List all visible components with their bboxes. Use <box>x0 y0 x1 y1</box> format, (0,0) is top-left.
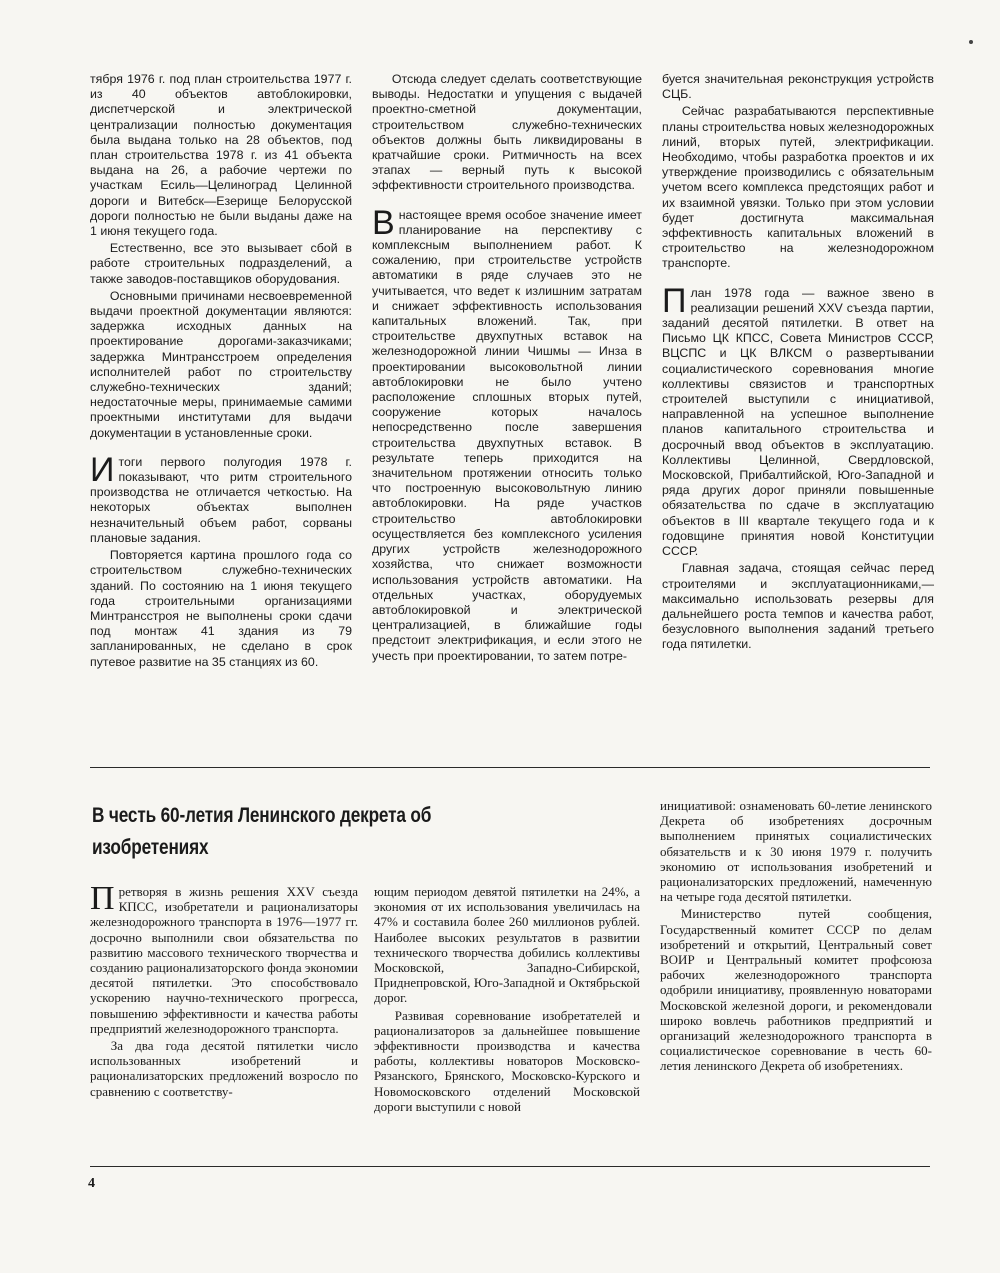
paragraph-text: ретворяя в жизнь решения XXV съезда КПСС, изобретатели и рационализаторы железнодорожного транспорта в 1976—1977 гг. досрочно выполнили свои обязательства по развитию массового технического творчества и созданию рационализаторского фонда экономии десятой пятилетки. Это способствовало ускорению научно-технического прогресса, повышению эффективности и качества работы предприятий железнодорожного транспорта. <box>90 884 358 1036</box>
paragraph: буется значительная реконструкция устройств СЦБ. <box>662 72 934 102</box>
paragraph: Повторяется картина прошлого года со строительством служебно-технических зданий. По состоянию на 1 июня текущего года строительными организациями Минтрансстроя не выполнены сроки сдачи под монтаж 41 здания из 79 запланированных, не сделано в срок путевое развитие на 35 станциях из 60. <box>90 548 352 669</box>
paragraph: Основными причинами несвоевременной выдачи проектной документации являются: задержка исходных данных на проектирование дорогами-заказчиками; задержка Минтрансстроем определения исполнителей работ по строительству служебно-технических зданий; недостаточные меры, принимаемые самими проектными институтами для выдачи документации в установленные сроки. <box>90 288 352 440</box>
page-number: 4 <box>88 1176 95 1191</box>
article-title: В честь 60-летия Ленинского декрета об изобретениях <box>92 804 432 859</box>
section-divider <box>90 767 930 768</box>
paragraph: За два года десятой пятилетки число использованных изобретений и рационализаторских предложений возросло по сравнению с соответству- <box>90 1038 358 1099</box>
paragraph-with-dropcap <box>662 281 934 560</box>
paragraph: инициативой: ознаменовать 60-летие ленинского Декрета об изобретениях досрочным выполнением принятых социалистических обязательств и к 30 июня 1979 г. получить экономию от использования изобретений и рационализаторских предложений, намеченную на четыре года десятой пятилетки. <box>660 798 932 905</box>
bottom-column-1 <box>90 880 358 1099</box>
paragraph-with-dropcap <box>90 880 358 1036</box>
dropcap: П <box>90 880 115 917</box>
paragraph-with-dropcap <box>90 450 352 546</box>
paragraph: Отсюда следует сделать соответствующие выводы. Недостатки и упущения с выдачей проектно-сметной документации, строительством служебно-технических объектов должны быть ликвидированы в кратчайшие сроки. Ритмичность на всех этапах — верный путь к высокой эффективности строительного производства. <box>372 72 642 193</box>
paragraph: тября 1976 г. под план строительства 1977 г. из 40 объектов автоблокировки, диспетчерской и электрической централизации полностью документация была выдана только на 28 объектов, под план строительства 1978 г. из 41 объекта выдана на 26, а рабочие чертежи по участкам Есиль—Целиноград Целинной дороги и Витебск—Езерище Белорусской дороги полностью не были выданы даже на 1 июня текущего года. <box>90 72 352 239</box>
paragraph: Сейчас разрабатываются перспективные планы строительства новых железнодорожных линий, вторых путей, электрификации. Необходимо, чтобы разработка проектов и их утверждение производились с обязательным учетом всего комплекса предстоящих работ и их взаимной увязки. Только при этом условии будет достигнута максимальная эффективность капитальных вложений в строительство на железнодорожном транспорте. <box>662 104 934 271</box>
dropcap: П <box>662 281 687 320</box>
footer-rule <box>90 1166 930 1167</box>
paragraph: Главная задача, стоящая сейчас перед строителями и эксплуатационниками,— максимально использовать резервы для дальнейшего роста темпов и качества работ, безусловного выполнения заданий третьего года пятилетки. <box>662 561 934 652</box>
paragraph: Развивая соревнование изобретателей и рационализаторов за дальнейшее повышение эффективности производства и качества работы, коллективы новаторов Московско-Рязанского, Брянского, Московско-Курского и Новомосковского отделений Московской дороги выступили с новой <box>374 1007 640 1114</box>
bottom-column-3 <box>660 798 932 1074</box>
top-column-3 <box>662 72 934 653</box>
bottom-column-2 <box>374 884 640 1114</box>
dropcap: И <box>90 450 115 489</box>
paragraph-text: настоящее время особое значение имеет планирование на перспективу с комплексным выполнением работ. К сожалению, при строительстве устройств автоматики в ряде случаев это не учитывается, что ведет к излишним затратам и снижает эффективность использования капитальных вложений. Так, при строительстве двухпутных вставок на железнодорожной линии Чишмы — Инза в проектировании высоковольтной линии автоблокировки не было учтено расположение сплошных вторых путей, сооружение которых началось непосредственно после завершения строительства двухпутных вставок. В результате теперь приходится на значительном протяжении относить только что построенную высоковольтную линию автоблокировки. На ряде участков строительство автоблокировки осуществляется без комплексного усиления других устройств железнодорожного хозяйства, что снижает возможности использования устройств автоматики. На отдельных участках, оборудуемых автоблокировкой и электрической централизацией, в ближайшие годы предстоит электрификация, и если этого не учесть при проектировании, то затем потре- <box>372 207 642 663</box>
dropcap: В <box>372 203 395 242</box>
paragraph: Министерство путей сообщения, Государственный комитет СССР по делам изобретений и открытий, Центральный совет ВОИР и Центральный комитет профсоюза рабочих железнодорожного транспорта одобрили инициативу, проявленную новаторами Московской железной дороги, и рекомендовали широко вовлечь работников предприятий и организаций железнодорожного транспорта в социалистическое соревнование в честь 60-летия ленинского Декрета об изобретениях. <box>660 906 932 1074</box>
paragraph-text: тоги первого полугодия 1978 г. показывают, что ритм строительного производства не отличается четкостью. На некоторых объектах выполнен незначительный объем работ, сорваны плановые задания. <box>90 454 352 545</box>
scan-speck <box>969 40 973 44</box>
top-column-2 <box>372 72 642 664</box>
paragraph-with-dropcap <box>372 203 642 664</box>
paragraph: ющим периодом девятой пятилетки на 24%, а экономия от их использования увеличилась на 47% и составила более 260 миллионов рублей. Наиболее высоких результатов в развитии технического творчества добились коллективы Московской, Западно-Сибирской, Приднепровской, Юго-Западной и Октябрьской дорог. <box>374 884 640 1006</box>
top-column-1 <box>90 72 352 670</box>
paragraph: Естественно, все это вызывает сбой в работе строительных подразделений, а также заводов-поставщиков оборудования. <box>90 241 352 286</box>
paragraph-text: лан 1978 года — важное звено в реализации решений XXV съезда партии, заданий десятой пятилетки. В ответ на Письмо ЦК КПСС, Совета Министров СССР, ВЦСПС и ЦК ВЛКСМ о развертывании социалистического соревнования многие коллективы связистов и транспортных строителей выступили с инициативой, направленной на успешное выполнение планов капитального строительства и досрочный ввод объектов в эксплуатацию. Коллективы Целинной, Свердловской, Московской, Прибалтийской, Юго-Западной и ряда других дорог приняли повышенные обязательства по сдаче в эксплуатацию объектов в III квартале текущего года и к годовщине принятия новой Конституции СССР. <box>662 285 934 559</box>
